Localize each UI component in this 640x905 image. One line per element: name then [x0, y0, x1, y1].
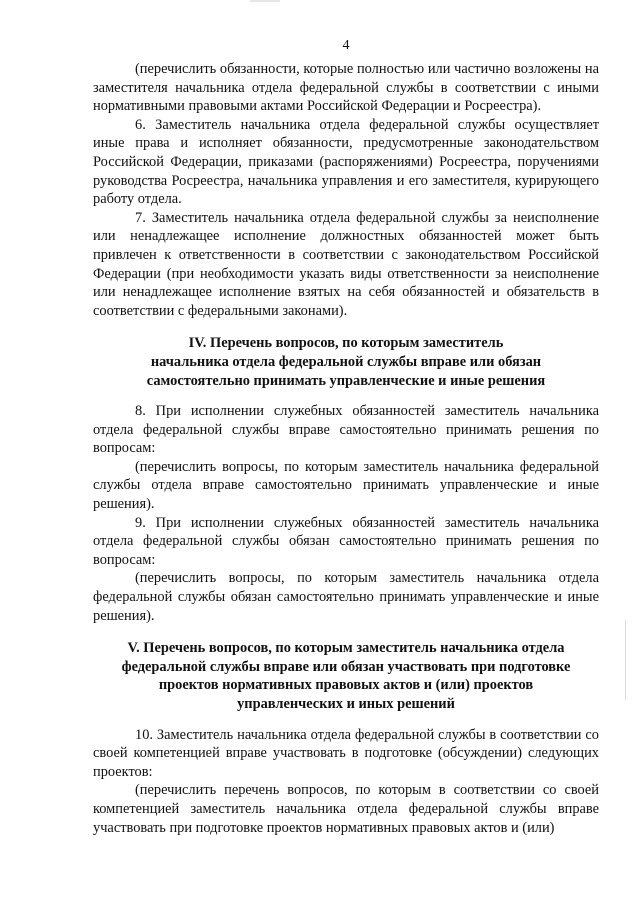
spacer: [93, 714, 599, 726]
section-4-heading: [93, 334, 599, 390]
section-5-heading-line: проектов нормативных правовых актов и (или) проектов: [158, 677, 534, 694]
scan-artifact-margin: [625, 620, 626, 700]
paragraph-9: 9. При исполнении служебных обязанностей заместитель начальника отдела федеральной службы обязан самостоятельно принимать решения по вопросам:: [93, 514, 599, 568]
paragraph-8-list: (перечислить вопросы, по которым заместитель начальника федеральной службы отдела вправе самостоятельно принимать управленческие и иные решения).: [93, 458, 599, 513]
paragraph-10-list: (перечислить перечень вопросов, по которым в соответствии со своей компетенцией заместитель начальника отдела федеральной службы вправе участвовать при подготовке проектов нормативных правовых актов и (или): [93, 782, 599, 836]
section-4-heading-line: самостоятельно принимать управленческие и иные решения: [146, 372, 546, 389]
spacer: [93, 390, 599, 402]
document-page: [93, 36, 599, 837]
section-4-heading-line: IV. Перечень вопросов, по которым заместитель: [188, 335, 504, 352]
paragraph-10: 10. Заместитель начальника отдела федеральной службы в соответствии со своей компетенцией вправе участвовать в подготовке (обсуждении) следующих проектов:: [93, 726, 599, 780]
section-5-heading-line: управленческих и иных решений: [237, 696, 455, 712]
paragraph-6: 6. Заместитель начальника отдела федеральной службы осуществляет иные права и исполняет обязанности, предусмотренные законодательством Российской Федерации, приказами (распоряжениями) Росреестра, поручениями руководства Росреестра, начальника управления и его заместителя, курирующего работу отдела.: [93, 116, 599, 208]
section-5-heading-line: V. Перечень вопросов, по которым заместитель начальника отдела: [127, 640, 565, 657]
spacer: [93, 625, 599, 639]
spacer: [93, 320, 599, 334]
page-number: 4: [342, 38, 350, 53]
scan-artifact-top: [250, 0, 280, 2]
paragraph-8: 8. При исполнении служебных обязанностей заместитель начальника отдела федеральной службы вправе самостоятельно принимать решения по вопросам:: [93, 403, 599, 457]
section-5-heading: [93, 639, 599, 713]
section-5-heading-line: федеральной службы вправе или обязан участвовать при подготовке: [121, 658, 571, 675]
paragraph-7: 7. Заместитель начальника отдела федеральной службы за неисполнение или ненадлежащее исполнение должностных обязанностей может быть привлечен к ответственности в соответствии с законодательством Российской Федерации (при необходимости указать виды ответственности за неисполнение или ненадлежащее исполнение взятых на себя обязанностей и обязательств в соответствии с федеральными законами).: [93, 209, 599, 319]
section-4-heading-line: начальника отдела федеральной службы вправе или обязан: [150, 353, 542, 370]
paragraph-duties-list: (перечислить обязанности, которые полностью или частично возложены на заместителя начальника отдела федеральной службы в соответствии с иными нормативными правовыми актами Российской Федерации и Росреестра).: [93, 61, 599, 115]
paragraph-9-list: (перечислить вопросы, по которым заместитель начальника отдела федеральной службы обязан самостоятельно принимать управленческие и иные решения).: [93, 570, 599, 624]
